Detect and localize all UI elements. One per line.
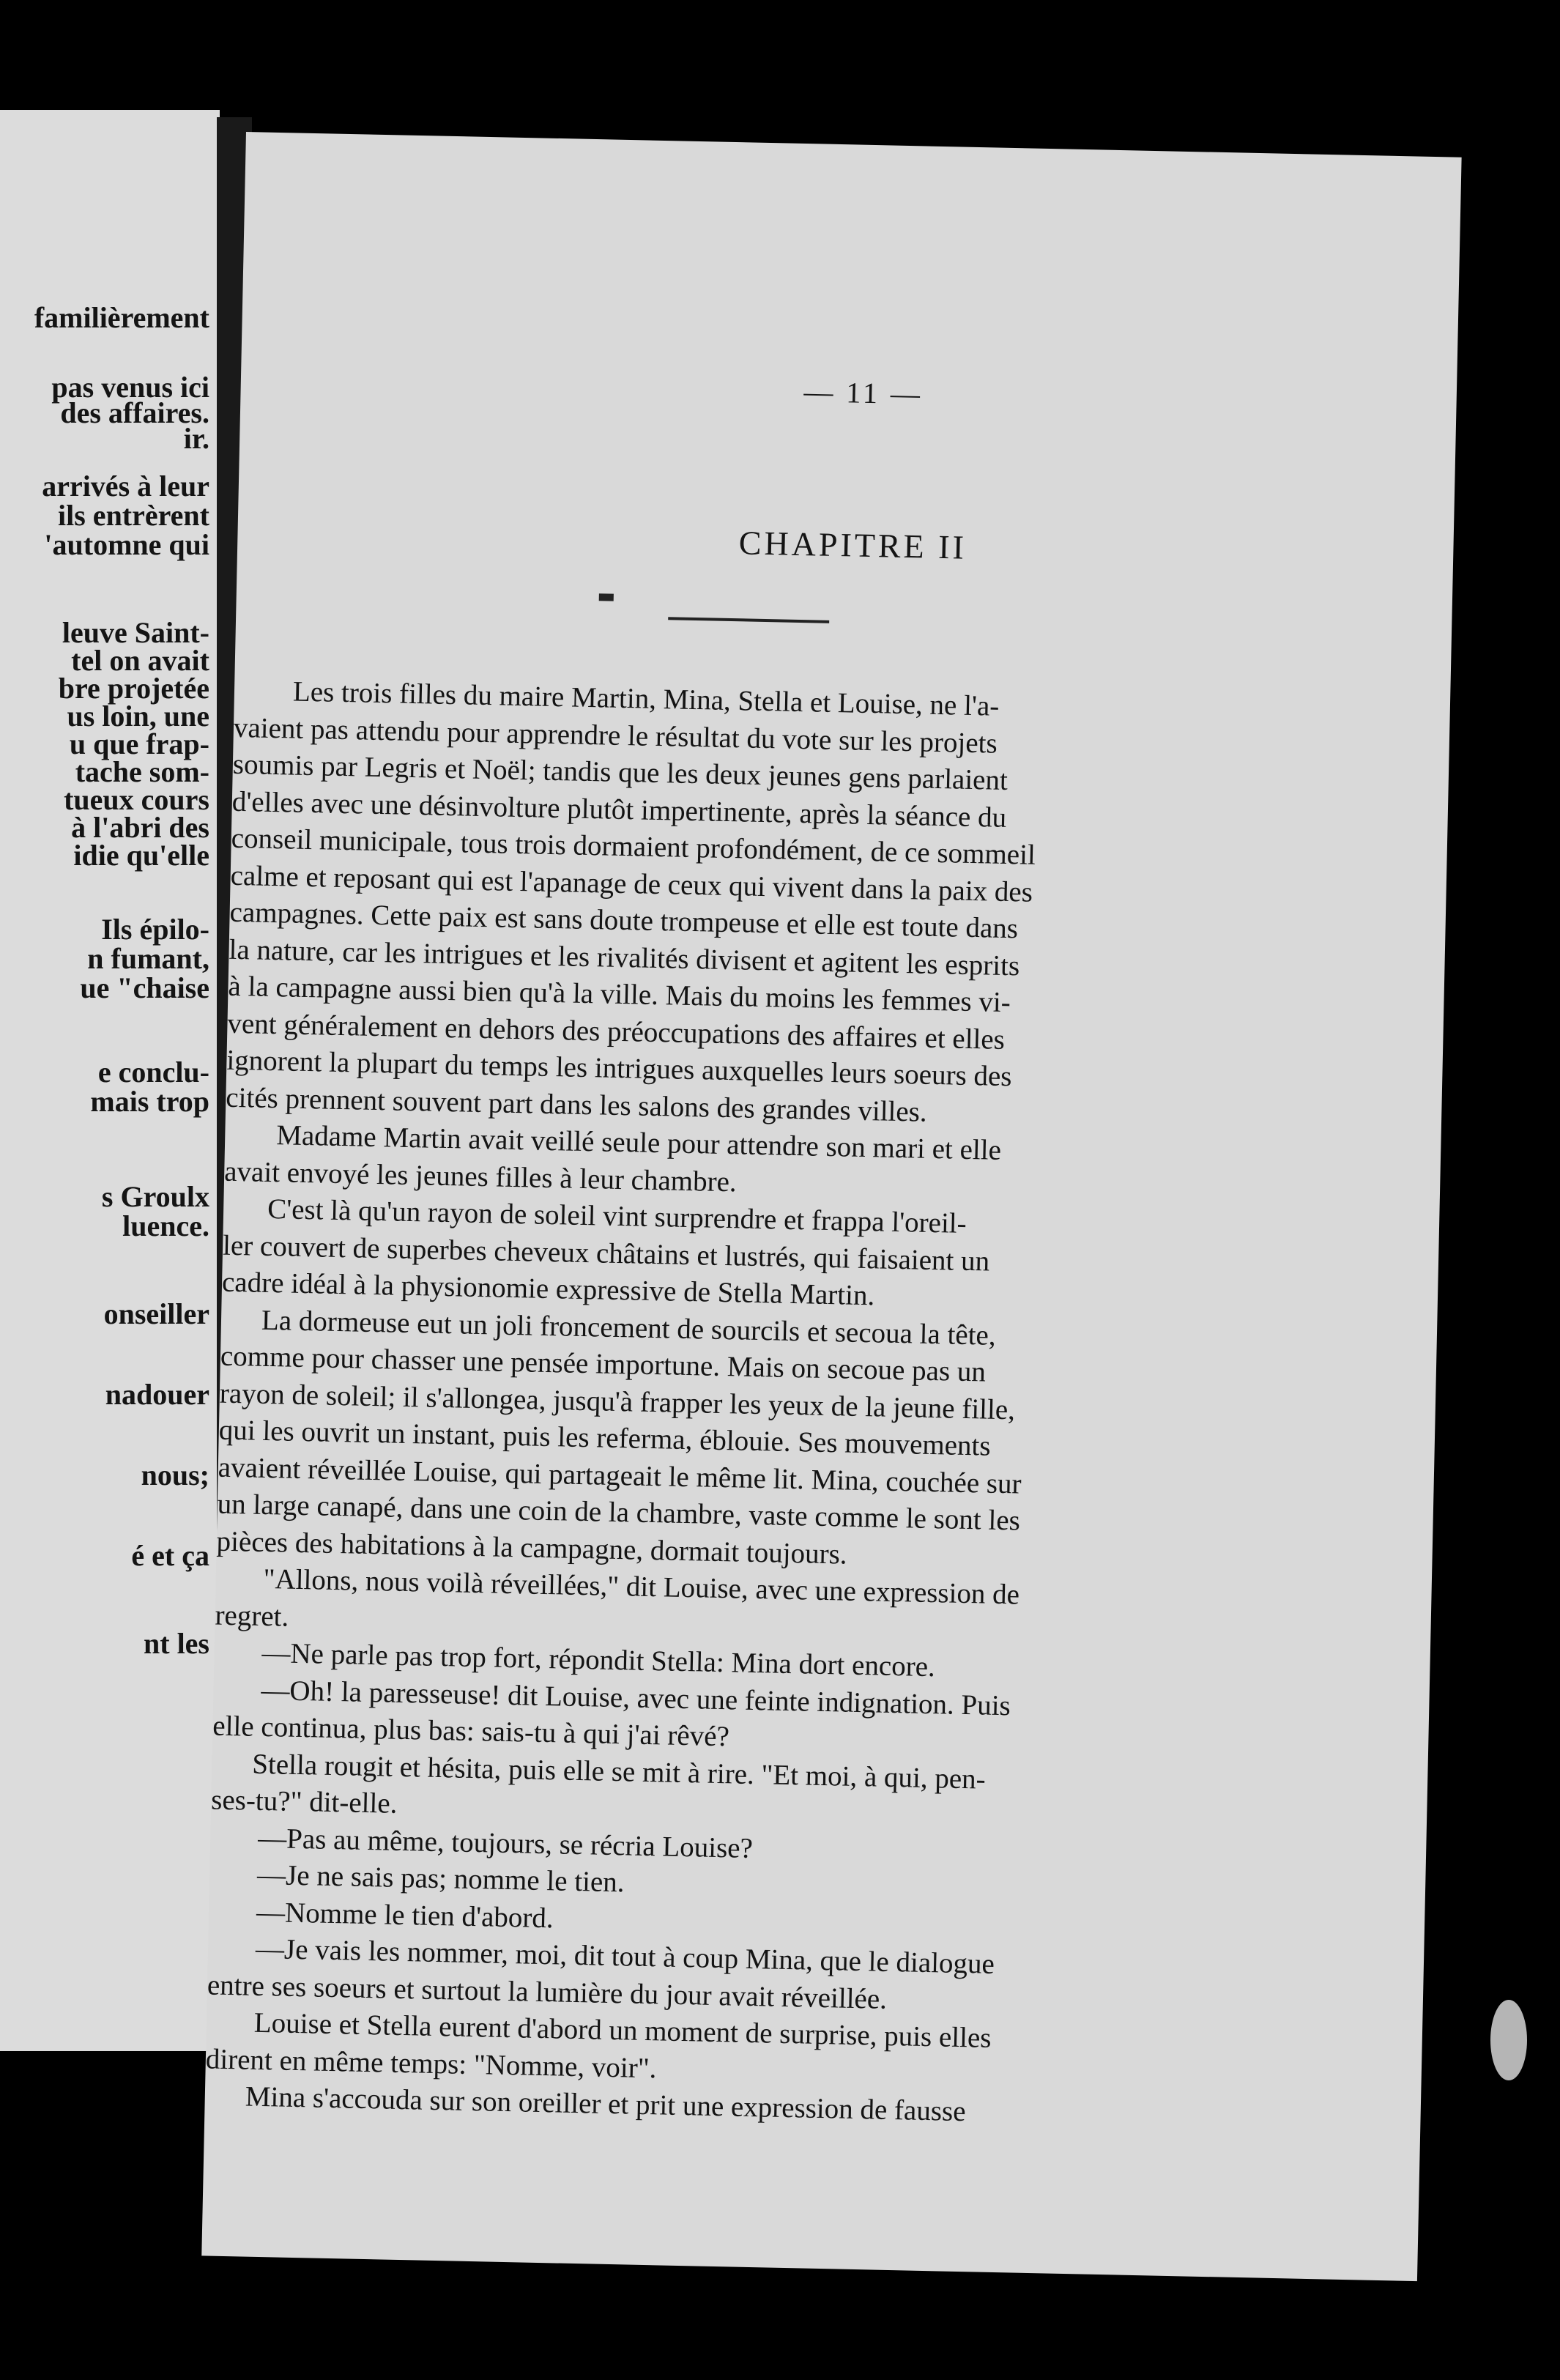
body-line: —Je ne sais pas; nomme le tien. [256,1858,625,1899]
body-line: ses-tu?" dit-elle. [210,1784,398,1820]
left-page-line: tel on avait [71,644,209,677]
body-line: Madame Martin avait veillé seule pour attendre son mari et elle [275,1119,1002,1166]
left-page-line: é et ça [131,1539,209,1572]
body-line: d'elles avec une désinvolture plutôt impertinente, après la séance du [231,785,1007,834]
body-line: un large canapé, dans une coin de la chambre, vaste comme le sont les [217,1488,1021,1537]
body-line: cités prennent souvent part dans les salons des grandes villes. [225,1081,928,1128]
left-page-line: e conclu- [97,1056,209,1089]
body-line: calme et reposant qui est l'apanage de ceux qui vivent dans la paix des [230,859,1033,908]
left-page-line: Ils épilo- [101,913,209,946]
body-line: La dormeuse eut un joli froncement de sourcils et secoua la tête, [261,1304,997,1352]
body-line: vent généralement en dehors des préoccupations des affaires et elles [227,1007,1006,1056]
left-page-line: ils entrèrent [58,499,209,532]
body-line: la nature, car les intrigues et les rivalités divisent et agitent les esprits [229,933,1020,982]
page-number: — 11 — [803,375,924,411]
body-line: Stella rougit et hésita, puis elle se mit à rire. "Et moi, à qui, pen- [251,1748,987,1795]
body-line: dirent en même temps: "Nomme, voir". [205,2043,657,2085]
body-line: —Oh! la paresseuse! dit Louise, avec une feinte indignation. Puis [261,1674,1011,1722]
body-line: —Ne parle pas trop fort, répondit Stella: Mina dort encore. [261,1636,936,1683]
left-page-line: bre projetée [58,672,209,705]
left-page-line: tache som- [75,755,209,788]
body-line: elle continua, plus bas: sais-tu à qui j'ai rêvé? [212,1710,730,1753]
body-line: avaient réveillée Louise, qui partageait le même lit. Mina, couchée sur [218,1451,1022,1500]
body-line: "Allons, nous voilà réveillées," dit Louise, avec une expression de [263,1562,1020,1611]
body-line: soumis par Legris et Noël; tandis que les deux jeunes gens parlaient [232,748,1009,796]
body-line: rayon de soleil; il s'allongea, jusqu'à frapper les yeux de la jeune fille, [219,1377,1016,1426]
body-line: pièces des habitations à la campagne, dormait toujours. [216,1525,847,1571]
left-page-line: n fumant, [87,942,209,975]
body-line: Les trois filles du maire Martin, Mina, Stella et Louise, ne l'a- [292,675,1000,722]
left-page-line: ir. [183,422,209,455]
body-line: qui les ouvrit un instant, puis les referma, éblouie. Ses mouvements [218,1414,992,1462]
body-line: à la campagne aussi bien qu'à la ville. Mais du moins les femmes vi- [228,970,1011,1019]
chapter-body [204,674,1451,2201]
body-line: conseil municipale, tous trois dormaient profondément, de ce sommeil [231,822,1036,871]
left-page-line: arrivés à leur [42,470,209,503]
left-page-line: nt les [144,1627,209,1660]
title-rule [668,617,829,623]
body-line: ignorent la plupart du temps les intrigues auxquelles leurs soeurs des [226,1044,1012,1093]
left-page-line: ue "chaise [80,971,209,1004]
left-page-line: nous; [141,1458,209,1491]
body-line: —Pas au même, toujours, se récria Louise? [257,1822,754,1864]
left-page-line: u que frap- [69,727,209,760]
left-page-line: pas venus ici [51,371,209,404]
page-corner-blot [1490,2000,1527,2080]
ink-mark [599,593,614,601]
body-line: cadre idéal à la physionomie expressive de Stella Martin. [221,1266,875,1312]
left-page-line: nadouer [105,1378,209,1411]
left-page-line: us loin, une [67,700,209,733]
left-page-line: à l'abri des [71,811,209,844]
left-page-line: familièrement [34,301,209,334]
body-line: Mina s'accouda sur son oreiller et prit une expression de fausse [245,2080,966,2128]
body-line: —Je vais les nommer, moi, dit tout à coup Mina, que le dialogue [255,1932,995,1980]
left-page-line: s Groulx [101,1180,209,1213]
body-line: vaient pas attendu pour apprendre le résultat du vote sur les projets [233,711,998,760]
body-line: entre ses soeurs et surtout la lumière du jour avait réveillée. [207,1969,888,2015]
chapter-title: CHAPITRE II [738,524,967,566]
left-page-line: luence. [122,1209,209,1242]
body-line: regret. [215,1599,289,1633]
body-line: C'est là qu'un rayon de soleil vint surprendre et frappa l'oreil- [267,1193,967,1239]
left-page-line: onseiller [103,1297,209,1330]
left-page [0,110,220,2051]
body-line: Louise et Stella eurent d'abord un moment de surprise, puis elles [253,2006,992,2054]
body-line: —Nomme le tien d'abord. [256,1896,554,1935]
left-page-line: idie qu'elle [73,839,209,872]
left-page-line: 'automne qui [44,528,209,561]
body-line: avait envoyé les jeunes filles à leur chambre. [223,1155,738,1198]
body-line: comme pour chasser une pensée importune. Mais on secoue pas un [220,1340,987,1388]
right-page [201,132,1461,2281]
left-page-text [0,110,220,2051]
body-line: ler couvert de superbes cheveux châtains et lustrés, qui faisaient un [222,1229,990,1278]
left-page-line: leuve Saint- [62,616,209,649]
left-page-line: des affaires. [60,396,209,429]
left-page-line: mais trop [90,1085,209,1118]
body-line: campagnes. Cette paix est sans doute trompeuse et elle est toute dans [229,896,1019,945]
left-page-line: tueux cours [64,783,209,816]
